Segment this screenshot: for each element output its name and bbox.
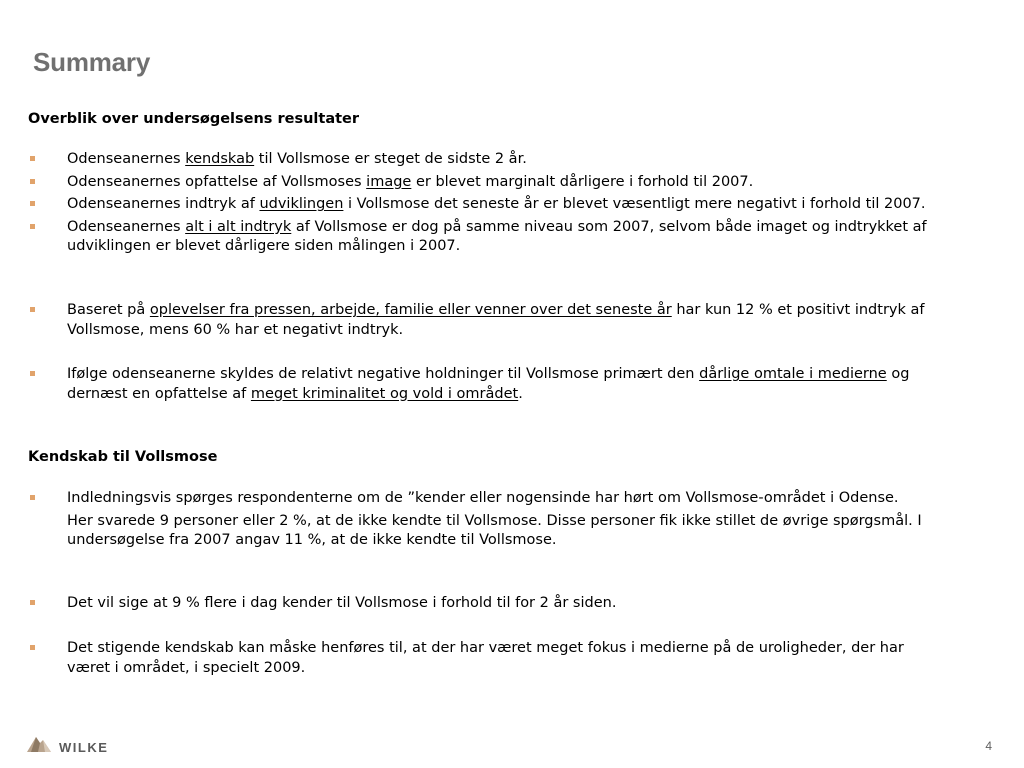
bullet-text: Odenseanernes <box>67 151 186 167</box>
square-bullet-icon <box>30 600 35 605</box>
overview-bullet-list-causes <box>28 365 938 404</box>
bullet-development <box>28 195 938 215</box>
slide-title: Summary <box>33 47 151 77</box>
bullet-text: Det stigende kendskab kan måske henføres til, at der har været meget fokus i medierne på de uroligheder, der har været i området, i specielt 2009. <box>67 640 904 676</box>
bullet-experiences <box>28 301 938 340</box>
bullet-text: er blevet marginalt dårligere i forhold til 2007. <box>411 173 754 190</box>
underlined-term: meget kriminalitet og vold i området <box>250 385 519 402</box>
section-heading-overview: Overblik over undersøgelsens resultater <box>28 111 360 127</box>
overview-bullet-list <box>28 150 938 257</box>
underlined-term: image <box>366 173 412 190</box>
square-bullet-icon <box>30 645 35 650</box>
bullet-text: Odenseanernes opfattelse af Vollsmoses <box>67 173 367 190</box>
underlined-term: alt i alt indtryk <box>185 218 292 235</box>
bullet-text: og dernæst en opfattelse af <box>67 366 910 402</box>
underlined-term: dårlige omtale i medierne <box>699 366 887 382</box>
underlined-term: udviklingen <box>259 196 344 212</box>
bullet-text: Ifølge odenseanerne skyldes de relativt negative holdninger til Vollsmose primært den <box>67 366 700 382</box>
square-bullet-icon <box>30 156 35 161</box>
bullet-text: i Vollsmose det seneste år er blevet væsentligt mere negativt i forhold til 2007. <box>343 196 926 212</box>
bullet-text: Baseret på <box>67 302 150 318</box>
bullet-text: Indledningsvis spørges respondenterne om de ”kender eller nogensinde har hørt om Vollsmose-området i Odense. <box>67 490 899 506</box>
bullet-text: Odenseanernes indtryk af <box>67 196 260 212</box>
bullet-text: har kun 12 % et positivt indtryk af Vollsmose, mens 60 % har et negativt indtryk. <box>67 302 925 338</box>
bullet-text: Odenseanernes <box>67 218 186 235</box>
underlined-term: oplevelser fra pressen, arbejde, familie eller venner over det seneste år <box>149 302 672 318</box>
page-number: 4 <box>985 739 992 753</box>
wilke-logo <box>27 733 143 753</box>
bullet-continuation-text: Her svarede 9 personer eller 2 %, at de ikke kendte til Vollsmose. Disse personer fik ikke stillet de øvrige spørgsmål. I undersøgelse fra 2007 angav 11 %, at de ikke kendte til Vollsmose. <box>67 512 922 548</box>
overview-bullet-list-experiences <box>28 301 938 340</box>
square-bullet-icon <box>30 224 35 229</box>
awareness-bullet-list-increase <box>28 594 938 614</box>
bullet-text: til Vollsmose er steget de sidste 2 år. <box>254 151 527 167</box>
bullet-overall-impression <box>28 218 938 257</box>
bullet-question <box>28 489 938 551</box>
square-bullet-icon <box>30 307 35 312</box>
bullet-text: Det vil sige at 9 % flere i dag kender til Vollsmose i forhold til for 2 år siden. <box>67 595 617 611</box>
section-heading-awareness: Kendskab til Vollsmose <box>28 449 218 465</box>
logo-wordmark: WILKE <box>59 740 109 753</box>
square-bullet-icon <box>30 179 35 184</box>
square-bullet-icon <box>30 495 35 500</box>
bullet-text: af Vollsmose er dog på samme niveau som 2007, selvom både imaget og indtrykket af udviklingen er blevet dårligere siden målingen i 2007. <box>67 218 927 254</box>
bullet-text: . <box>518 385 523 402</box>
awareness-bullet-list-media <box>28 639 938 678</box>
bullet-increase <box>28 594 938 614</box>
bullet-causes <box>28 365 938 404</box>
bullet-media-focus <box>28 639 938 678</box>
bullet-awareness <box>28 150 938 170</box>
awareness-bullet-list <box>28 489 938 551</box>
square-bullet-icon <box>30 371 35 376</box>
square-bullet-icon <box>30 201 35 206</box>
underlined-term: kendskab <box>185 151 255 167</box>
bullet-image <box>28 173 938 193</box>
